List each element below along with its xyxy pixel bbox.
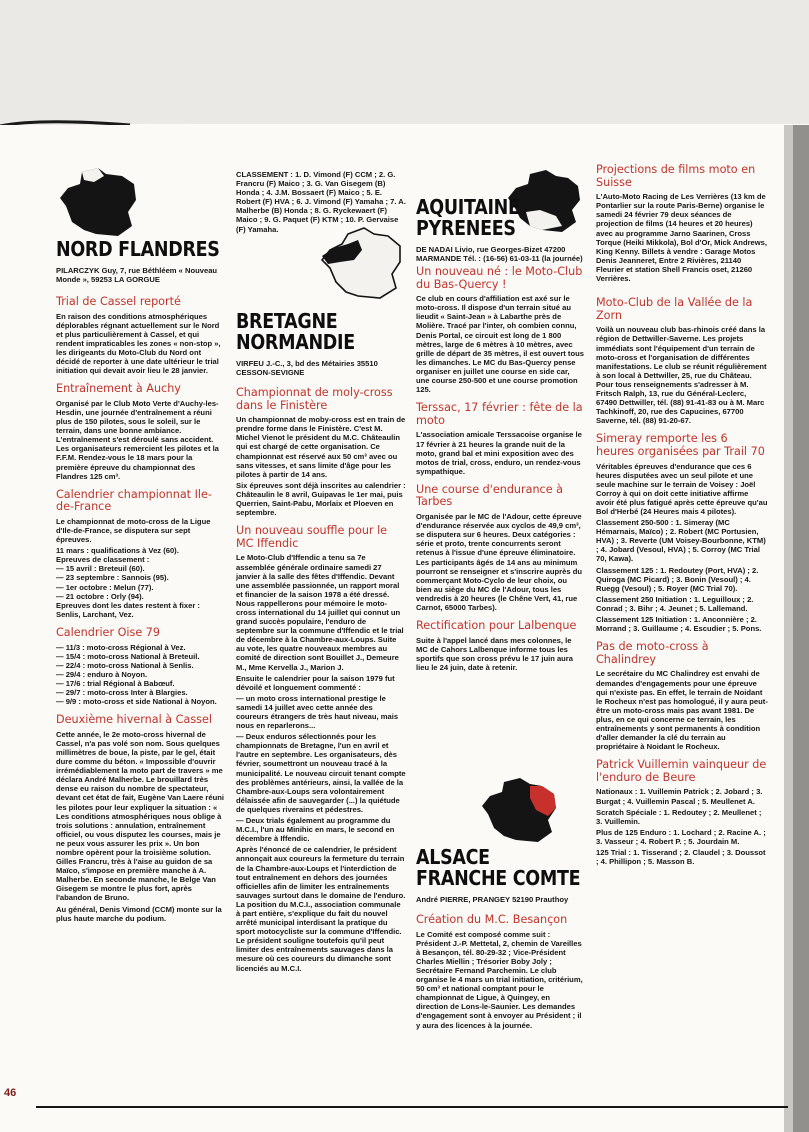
list-item: 11 mars : qualifications à Vez (60). bbox=[56, 546, 179, 556]
list-item: — 29/7 : moto-cross Inter à Blargies. bbox=[56, 687, 188, 697]
article-title: Une course d'endurance à Tarbes bbox=[416, 482, 564, 509]
article-title: Patrick Vuillemin vainqueur de l'enduro de Beure bbox=[596, 758, 767, 784]
article-title: Calendrier Oise 79 bbox=[56, 625, 161, 639]
article-title: Terssac, 17 février : fête de la moto bbox=[416, 401, 583, 427]
article-title: Moto-Club de la Vallée de la Zorn bbox=[596, 296, 753, 322]
column-4 bbox=[596, 164, 768, 868]
list-item: — 15/4 : moto-cross National à Breteuil. bbox=[56, 651, 200, 661]
article-title: Calendrier championnat Ile-de-France bbox=[56, 487, 212, 514]
article-title: Création du M.C. Besançon bbox=[416, 913, 568, 926]
article-body: Classement 125 : 1. Redoutey (Port, HVA) ; 2. Quiroga (MC Picard) ; 3. Bonin (Vesoul) ; 4. Ruegg (Vesoul) ; 5. Royer (MC Trial 70). bbox=[596, 565, 759, 593]
list-item: — 17/6 : trial Régional à Babœuf. bbox=[56, 678, 175, 688]
article-body: Suite à l'appel lancé dans mes colonnes, le MC de Cahors Lalbenque informe tous les sportifs que son cross prévu le 17 juin aura lieu le 24 juin, date à retenir. bbox=[416, 635, 573, 672]
article-title: Un nouveau né : le Moto-Club du Bas-Quercy ! bbox=[416, 265, 583, 291]
article-body: 125 Trial : 1. Tisserand ; 2. Claudel ; 3. Doussot ; 4. Phillipon ; 5. Masson B. bbox=[596, 848, 766, 867]
article-title: Entraînement à Auchy bbox=[56, 382, 181, 396]
article-body: Organisé par le Club Moto Verte d'Auchy-les-Hesdin, une journée d'entraînement a réuni plus de 150 pilotes, sous le soleil, sur le terrain, dans une bonne ambiance. L'entraînement s'est déroulé sans accident. Les organisateurs remercient les pilotes et la F.F.M. Rendez-vous le 18 mars pour la première épreuve du championnat des Flandres 125 cm³. bbox=[56, 398, 219, 481]
article-body: Classement 250 Initiation : 1. Leguilloux ; 2. Conrad ; 3. Bihr ; 4. Jeunet ; 5. Lallemand. bbox=[596, 594, 754, 613]
calendar-list bbox=[56, 546, 224, 619]
region-title-normandie: NORMANDIE bbox=[236, 331, 355, 355]
article-body: Six épreuves sont déjà inscrites au calendrier : Châteaulin le 8 avril, Guipavas le 1er mai, puis Querrien, Saint-Pabu, Morlaix et Ploeven en septembre. bbox=[236, 480, 406, 518]
france-map-nord bbox=[56, 166, 146, 238]
article-body: Un championnat de moby-cross est en train de prendre forme dans le Finistère. C'est M. Michel Vienot le président du M.C. Châteaulin qui est chargé de cette organisation. Ce championnat est réservé aux 50 cm³ avec ou sans vitesses, et sans limite d'âge pour les pilotes à partir de 14 ans. bbox=[236, 415, 406, 479]
column-3-alsace bbox=[416, 848, 584, 1032]
list-item: — 21 octobre : Orly (94). bbox=[56, 591, 144, 601]
region-title-aquitaine: AQUITAINE bbox=[416, 196, 520, 220]
scan-top-margin bbox=[0, 0, 809, 125]
column-3 bbox=[416, 198, 584, 674]
region-title-franche-comte: FRANCHE COMTE bbox=[416, 867, 581, 891]
list-item: — 9/9 : moto-cross et side National à Noyon. bbox=[56, 697, 217, 707]
region-contact-nord: PILARCZYK Guy, 7, rue Béthléem « Nouveau Monde », 59253 LA GORGUE bbox=[56, 266, 218, 284]
article-body: En raison des conditions atmosphériques déplorables régnant actuellement sur le Nord et plus particulièrement à Cassel, et qui rendent impraticables les zones « non-stop », les dirigeants du Moto-Club du Nord ont décidé de reporter à une date ultérieur le trial initiation qui devait avoir lieu le 28 janvier. bbox=[56, 311, 221, 376]
list-item: — 29/4 : enduro à Noyon. bbox=[56, 669, 148, 679]
article-body: L'association amicale Terssacoise organise le 17 février à 21 heures la grande nuit de la moto, grand bal et mini exposition avec des motos de trial, cross, enduro, un rendez-vous sympathique. bbox=[416, 430, 582, 476]
article-body: — Deux trials également au programme du M.C.I., l'un au Minihic en mars, le second en décembre à Iffendic. bbox=[236, 816, 395, 844]
article-body: Le Moto-Club d'Iffendic a tenu sa 7e assemblée générale ordinaire samedi 27 janvier à la salle des fêtes d'Iffendic. Devant une assemblée passionnée, un rapport moral et financier de la saison 1978 a été dressé. Nous rappellerons pour mémoire le moto-cross international du 14 juillet qui connut un grand succès populaire, l'enduro de septembre sur la commune d'Iffendic et le trial de décembre à la Chambre-aux-Loups. Suite au vote, les quatre nouveaux membres au comité de direction sont Bouillet J., Demeure M., Mme Kervella J., Marion J. bbox=[236, 553, 404, 672]
article-body: Classement 125 Initiation : 1. Anconnière ; 2. Morrand ; 3. Guillaume ; 4. Escudier ; 5. Pons. bbox=[596, 615, 762, 634]
region-title-pyrenees: PYRENEES bbox=[416, 217, 516, 241]
article-title: Championnat de moly-cross dans le Finistère bbox=[236, 386, 393, 412]
region-title-bretagne: BRETAGNE bbox=[236, 310, 338, 334]
article-body: Le secrétaire du MC Chalindrey est envahi de demandes d'engagements pour une épreuve qui n'existe pas. En effet, le terrain de Noidant le Rocheux n'est pas homologué, il y aura peut-être un moto-cross mais pas avant 1981. De plus, en ce qui concerne ce terrain, les entraînements y sont permanents à condition d'aller demander la clé du terrain au propriétaire à Noidant le Rocheux. bbox=[596, 669, 768, 752]
list-item: — 22/4 : moto-cross National à Senlis. bbox=[56, 660, 194, 670]
list-item: — 23 septembre : Sannois (95). bbox=[56, 573, 169, 583]
article-body: Ensuite le calendrier pour la saison 1979 fut dévoilé et longuement commenté : bbox=[236, 673, 395, 692]
page-number: 46 bbox=[4, 1087, 17, 1099]
list-item: Epreuves dont les dates restent à fixer : Senlis, Larchant, Vez. bbox=[56, 600, 200, 619]
calendar-list bbox=[56, 643, 224, 707]
article-title: Pas de moto-cross à Chalindrey bbox=[596, 640, 709, 666]
list-item: Epreuves de classement : bbox=[56, 555, 150, 565]
column-1 bbox=[56, 240, 224, 925]
article-body: Scratch Spéciale : 1. Redoutey ; 2. Meullenet ; 3. Vuillemin. bbox=[596, 807, 762, 826]
article-body: Nationaux : 1. Vuillemin Patrick ; 2. Jobard ; 3. Burgat ; 4. Vuillemin Pascal ; 5. Meullenet A. bbox=[596, 787, 763, 806]
article-body: L'Auto-Moto Racing de Les Verrières (13 km de Pontarlier sur la route Paris-Berne) organise le samedi 24 février 79 deux séances de projection de films (14 heures et 20 heures) avec au programme Jarno Saarinen, Cross Torque (Heiki Mikkola), Bol d'Or, Mick Andrews, King Kenny. Billets à vendre : Garage Motos Denis Jeanneret, Entre 2 Rivières, 21140 Fleurier et station Shell Francis oset, 21260 Verrières. bbox=[596, 192, 768, 284]
list-item: — 11/3 : moto-cross Régional à Vez. bbox=[56, 642, 186, 652]
article-body: Véritables épreuves d'endurance que ces 6 heures disputées avec un seul pilote et une seule machine sur le terrain de Voisey : Joël Corroy à qui on doit cette initiative affirme avoir été plus fatigué après cette épreuve qu'au Bol d'Herbé (24 Heures mais 4 pilotes). bbox=[596, 461, 768, 516]
article-title: Rectification pour Lalbenque bbox=[416, 619, 577, 633]
region-contact-aquitaine: DE NADAI Livio, rue Georges-Bizet 47200 MARMANDE Tél. : (16-56) 61-03-11 (la journée) bbox=[416, 245, 583, 263]
article-body: Organisée par le MC de l'Adour, cette épreuve d'endurance réservée aux cyclos de 49,9 cm³, se disputera sur 6 heures. Deux catégories : série et proto, trente concurrents seront retenus à l'issue d'une épreuve éliminatoire. Les participants âgés de 14 ans au minimum pourront se renseigner et s'inscrire auprès du commerçant Moto-Cyclo de leur choix, ou bien au siège du MC de l'Adour, tous les vendredis à 20 heures (le Chêne Vert, 41, rue Carnot, 65000 Tarbes). bbox=[416, 512, 582, 612]
article-body: — un moto cross international prestige le samedi 14 juillet avec cette année des coureurs étrangers de très haut niveau, mais nous en reparlerons... bbox=[236, 693, 399, 731]
region-contact-bretagne: VIRFEU J.-C., 3, bd des Métairies 35510 CESSON-SEVIGNE bbox=[236, 359, 378, 377]
article-title: Un nouveau souffle pour le MC Iffendic bbox=[236, 524, 388, 550]
article-title: Projections de films moto en Suisse bbox=[596, 163, 756, 189]
race-classement: CLASSEMENT : 1. D. Vimond (F) CCM ; 2. G. Francru (F) Maico ; 3. G. Van Gisegem (B) Honda ; 4. J.M. Bossaert (F) Maico ; 5. E. Robert (F) HVA ; 6. J. Vimond (F) Yamaha ; 7. A. Malherbe (B) Honda ; 8. G. Ryckewaert (F) Maico ; 9. G. Paquet (F) KTM ; 10. P. Gervaise (F) Yamaha. bbox=[236, 170, 406, 234]
article-body: Classement 250-500 : 1. Simeray (MC Hémarnais, Maïco) ; 2. Robert (MC Portusien, HVA) ; 3. Reverte (UM Voisey-Bourbonne, KTM) ; 4. Jobard (Vesoul, HVA) ; 5. Corroy (MC Trial 70, Kawa). bbox=[596, 518, 766, 564]
article-body: Plus de 125 Enduro : 1. Lochard ; 2. Racine A. ; 3. Vasseur ; 4. Robert P. ; 5. Jourdain M. bbox=[596, 827, 766, 846]
column-2-body bbox=[236, 312, 406, 975]
france-map-alsace bbox=[480, 776, 562, 844]
list-item: — 1er octobre : Melun (77). bbox=[56, 582, 154, 592]
region-contact-alsace: André PIERRE, PRANGEY 52190 Prauthoy bbox=[416, 895, 569, 904]
list-item: — 15 avril : Breteuil (60). bbox=[56, 564, 145, 574]
france-map-bretagne bbox=[318, 226, 408, 300]
region-title-nord: NORD FLANDRES bbox=[56, 238, 220, 262]
article-title: Simeray remporte les 6 heures organisées par Trail 70 bbox=[596, 432, 765, 458]
page-bottom-rule bbox=[36, 1106, 788, 1108]
article-title: Trial de Cassel reporté bbox=[56, 295, 181, 308]
region-title-alsace: ALSACE bbox=[416, 846, 490, 870]
article-body: Le Comité est composé comme suit : Président J.-P. Mettetal, 2, chemin de Vareilles à Besançon, tél. 80-29-32 ; Vice-Président Charles Miellin ; Trésorier Boby Joly ; Secrétaire Fernand Parchemin. Le club organise le 4 mars un trial initiation, critérium, 50 cm³ et national comptant pour le championnat de Ligue, à Quingey, en direction de Lons-le-Saunier. Les demandes d'engagement sont à envoyer au Président ; il y aura des licences à la journée. bbox=[416, 929, 583, 1030]
article-body: Voilà un nouveau club bas-rhinois créé dans la région de Dettwiller-Saverne. Les projets immédiats sont l'équipement d'un terrain de moto-cross et l'organisation de différentes manifestations. Le club se réunit régulièrement à son local à Dettwiller, 25, rue du Château. Pour tous renseignements s'adresser à M. Fritsch Ralph, 13, rue du Général-Leclerc, 67490 Dettwiller, tél. (88) 91-41-83 ou à M. Marc Tachkinoff, 20, rue des Capucines, 67700 Saverne, tél. (88) 91-20-67. bbox=[596, 325, 767, 426]
article-body: Après l'énoncé de ce calendrier, le président annonçait aux coureurs la fermeture du terrain de la Chambre-aux-Loups et l'interdiction de tout entraînement en dehors des journées officielles afin de limiter les entraînements sauvages surtout dans le domaine de l'enduro. La position du M.C.I., association communale à part entière, s'explique du fait du nouvel arrêté municipal interdisant la pratique du sport motocycliste sur la commune d'Iffendic. Le président souligne toutefois qu'il peut limiter des entraînements sauvages dans la mesure où ces coureurs du dimanche sont licenciés au M.C.I. bbox=[236, 845, 406, 973]
page-edge-dark bbox=[793, 125, 809, 1132]
article-body: Cette année, le 2e moto-cross hivernal de Cassel, n'a pas volé son nom. Sous quelques millimètres de boue, la piste, par le gel, était dure comme du béton. « Impossible d'ouvrir irrémédiablement la moto part de travers » me déclara André Malherbe. Le brouillard très dense eu raison du nombre de spectateur, devant cet état de fait, Eugène Van Laere réuni les pilotes pour leur expliquer la situation : « Les conditions atmosphériques nous oblige à trois solutions : annulation, entraînement officiel, ou vous disputez les courses, mais je ne peux vous assurer les prix ». Un bon nombre opèrent pour la troisième solution. Gilles Francru, très à l'aise au guidon de sa Maïco, s'impose en première manche à A. Malherbe. En seconde manche, le Belge Van Gisegem se montre le plus fort, après l'abandon de Bruno. bbox=[56, 729, 224, 903]
article-title: Deuxième hivernal à Cassel bbox=[56, 713, 212, 727]
article-body: Ce club en cours d'affiliation est axé sur le moto-cross. Il dispose d'un terrain situé au lieudit « Saint-Jean » à Labarthe près de Molière. Tracé par l'inter, oh combien connu, Denis Portal, ce circuit est long de 1 800 mètres, large de 6 mètres à 10 mètres, avec grille de départ de 35 mètres, il est ouvert tous les dimanches. Le MC du Bas-Quercy pense organiser en juillet une course en side car, une course 250-500 et une course promotion 125. bbox=[416, 294, 584, 395]
article-body: — Deux enduros sélectionnés pour les championnats de Bretagne, l'un en avril et l'autre en septembre. Les organisateurs, dès février, soumettront un nouveau tracé à la municipalité. Le nouveau circuit tenant compte des problèmes antérieurs, ainsi, la vallée de la Chambre-aux-Loups sera volontairement délaissée afin de sauvegarder (...) la quiétude de quelques riverains et pédestres. bbox=[236, 732, 406, 814]
article-body: Le championnat de moto-cross de la Ligue d'Ile-de-France, se disputera sur sept épreuves. bbox=[56, 516, 211, 545]
article-body: Au général, Denis Vimond (CCM) monte sur la plus haute marche du podium. bbox=[56, 904, 222, 923]
